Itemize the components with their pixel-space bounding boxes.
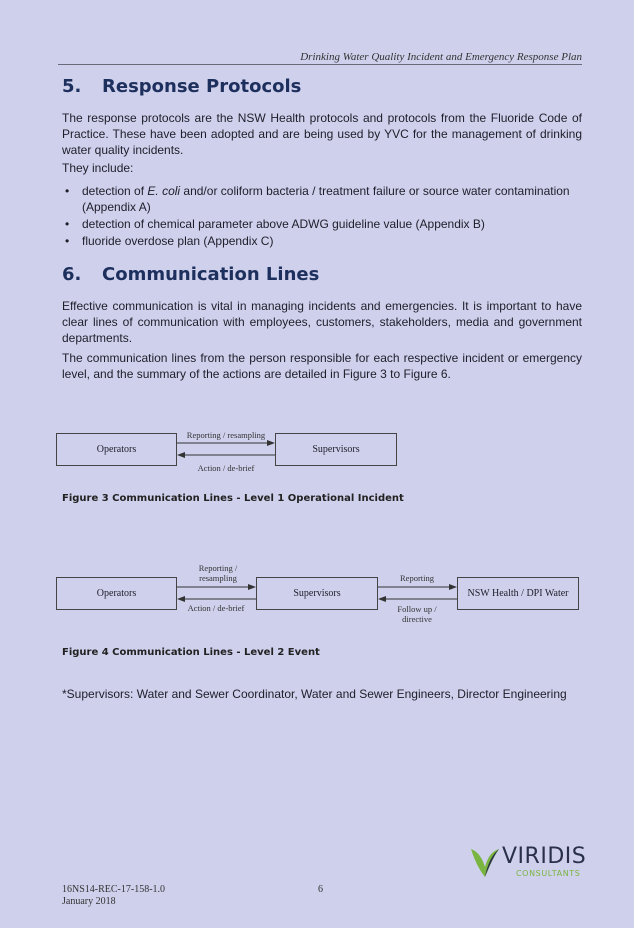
section-6-paragraph-1: Effective communication is vital in managing incidents and emergencies. It is important to have clear lines of communication with employees, customers, stakeholders, media and government departments. [62,299,582,345]
section-6-title: Communication Lines [102,264,320,285]
footer-reference [62,884,165,908]
viridis-logo [468,843,588,883]
document-date: January 2018 [62,896,116,907]
nsw-health-dpi-box: NSW Health / DPI Water [457,577,579,610]
document-title: Drinking Water Quality Incident and Emergency Response Plan [300,51,582,63]
arrow-left-icon [378,596,386,602]
list-item: • fluoride overdose plan (Appendix C) [65,234,274,248]
arrow-right-icon [248,584,256,590]
follow-up-label: Follow up / directive [397,604,437,624]
operators-box: Operators [56,577,177,610]
section-6-number: 6. [62,264,82,285]
section-5-heading [62,76,301,97]
bullet-icon: • [65,184,70,198]
arrow-right-icon [267,440,275,446]
operators-box: Operators [56,433,177,466]
list-item: • detection of chemical parameter above ADWG guideline value (Appendix B) [65,217,485,231]
action-label: Action / de-brief [197,463,255,473]
figure-3-caption: Figure 3 Communication Lines - Level 1 Operational Incident [62,493,404,504]
section-5-paragraph-1: The response protocols are the NSW Health protocols and protocols from the Fluoride Code of Practice. These have been adopted and are being used by YVC for the management of drinking water quality incidents. [62,111,582,157]
arrow-left-icon [177,596,185,602]
bullet-icon: • [65,234,70,248]
figure-4-caption: Figure 4 Communication Lines - Level 2 Event [62,647,320,658]
section-5-paragraph-2: They include: [62,161,134,175]
leaf-icon [468,843,502,879]
action-label: Action / de-brief [187,603,245,613]
supervisors-footnote: *Supervisors: Water and Sewer Coordinator, Water and Sewer Engineers, Director Engineering [62,687,567,701]
reporting-label: Reporting [400,573,434,583]
document-reference: 16NS14-REC-17-158-1.0 [62,884,166,895]
supervisors-box: Supervisors [275,433,397,466]
supervisors-box: Supervisors [256,577,378,610]
logo-wordmark: VIRIDIS [502,844,587,869]
arrow-right-icon [449,584,457,590]
reporting-label: Reporting / resampling [186,430,266,440]
reporting-resampling-label: Reporting / resampling [198,563,238,583]
protocol-list [62,183,582,250]
section-6-paragraph-2: The communication lines from the person responsible for each respective incident or emergency level, and the summary of the actions are detailed in Figure 3 to Figure 6. [62,351,582,381]
section-6-heading [62,264,319,285]
list-item: • detection of E. coli and/or coliform bacteria / treatment failure or source water contamination (Appendix A) [65,184,570,214]
arrow-left-icon [177,452,185,458]
section-5-number: 5. [62,76,82,97]
header-divider [58,64,582,65]
figure-4-arrows-right [377,580,458,606]
page-number: 6 [318,884,323,895]
logo-tagline: CONSULTANTS [516,869,581,878]
section-5-title: Response Protocols [102,76,302,97]
bullet-icon: • [65,217,70,231]
